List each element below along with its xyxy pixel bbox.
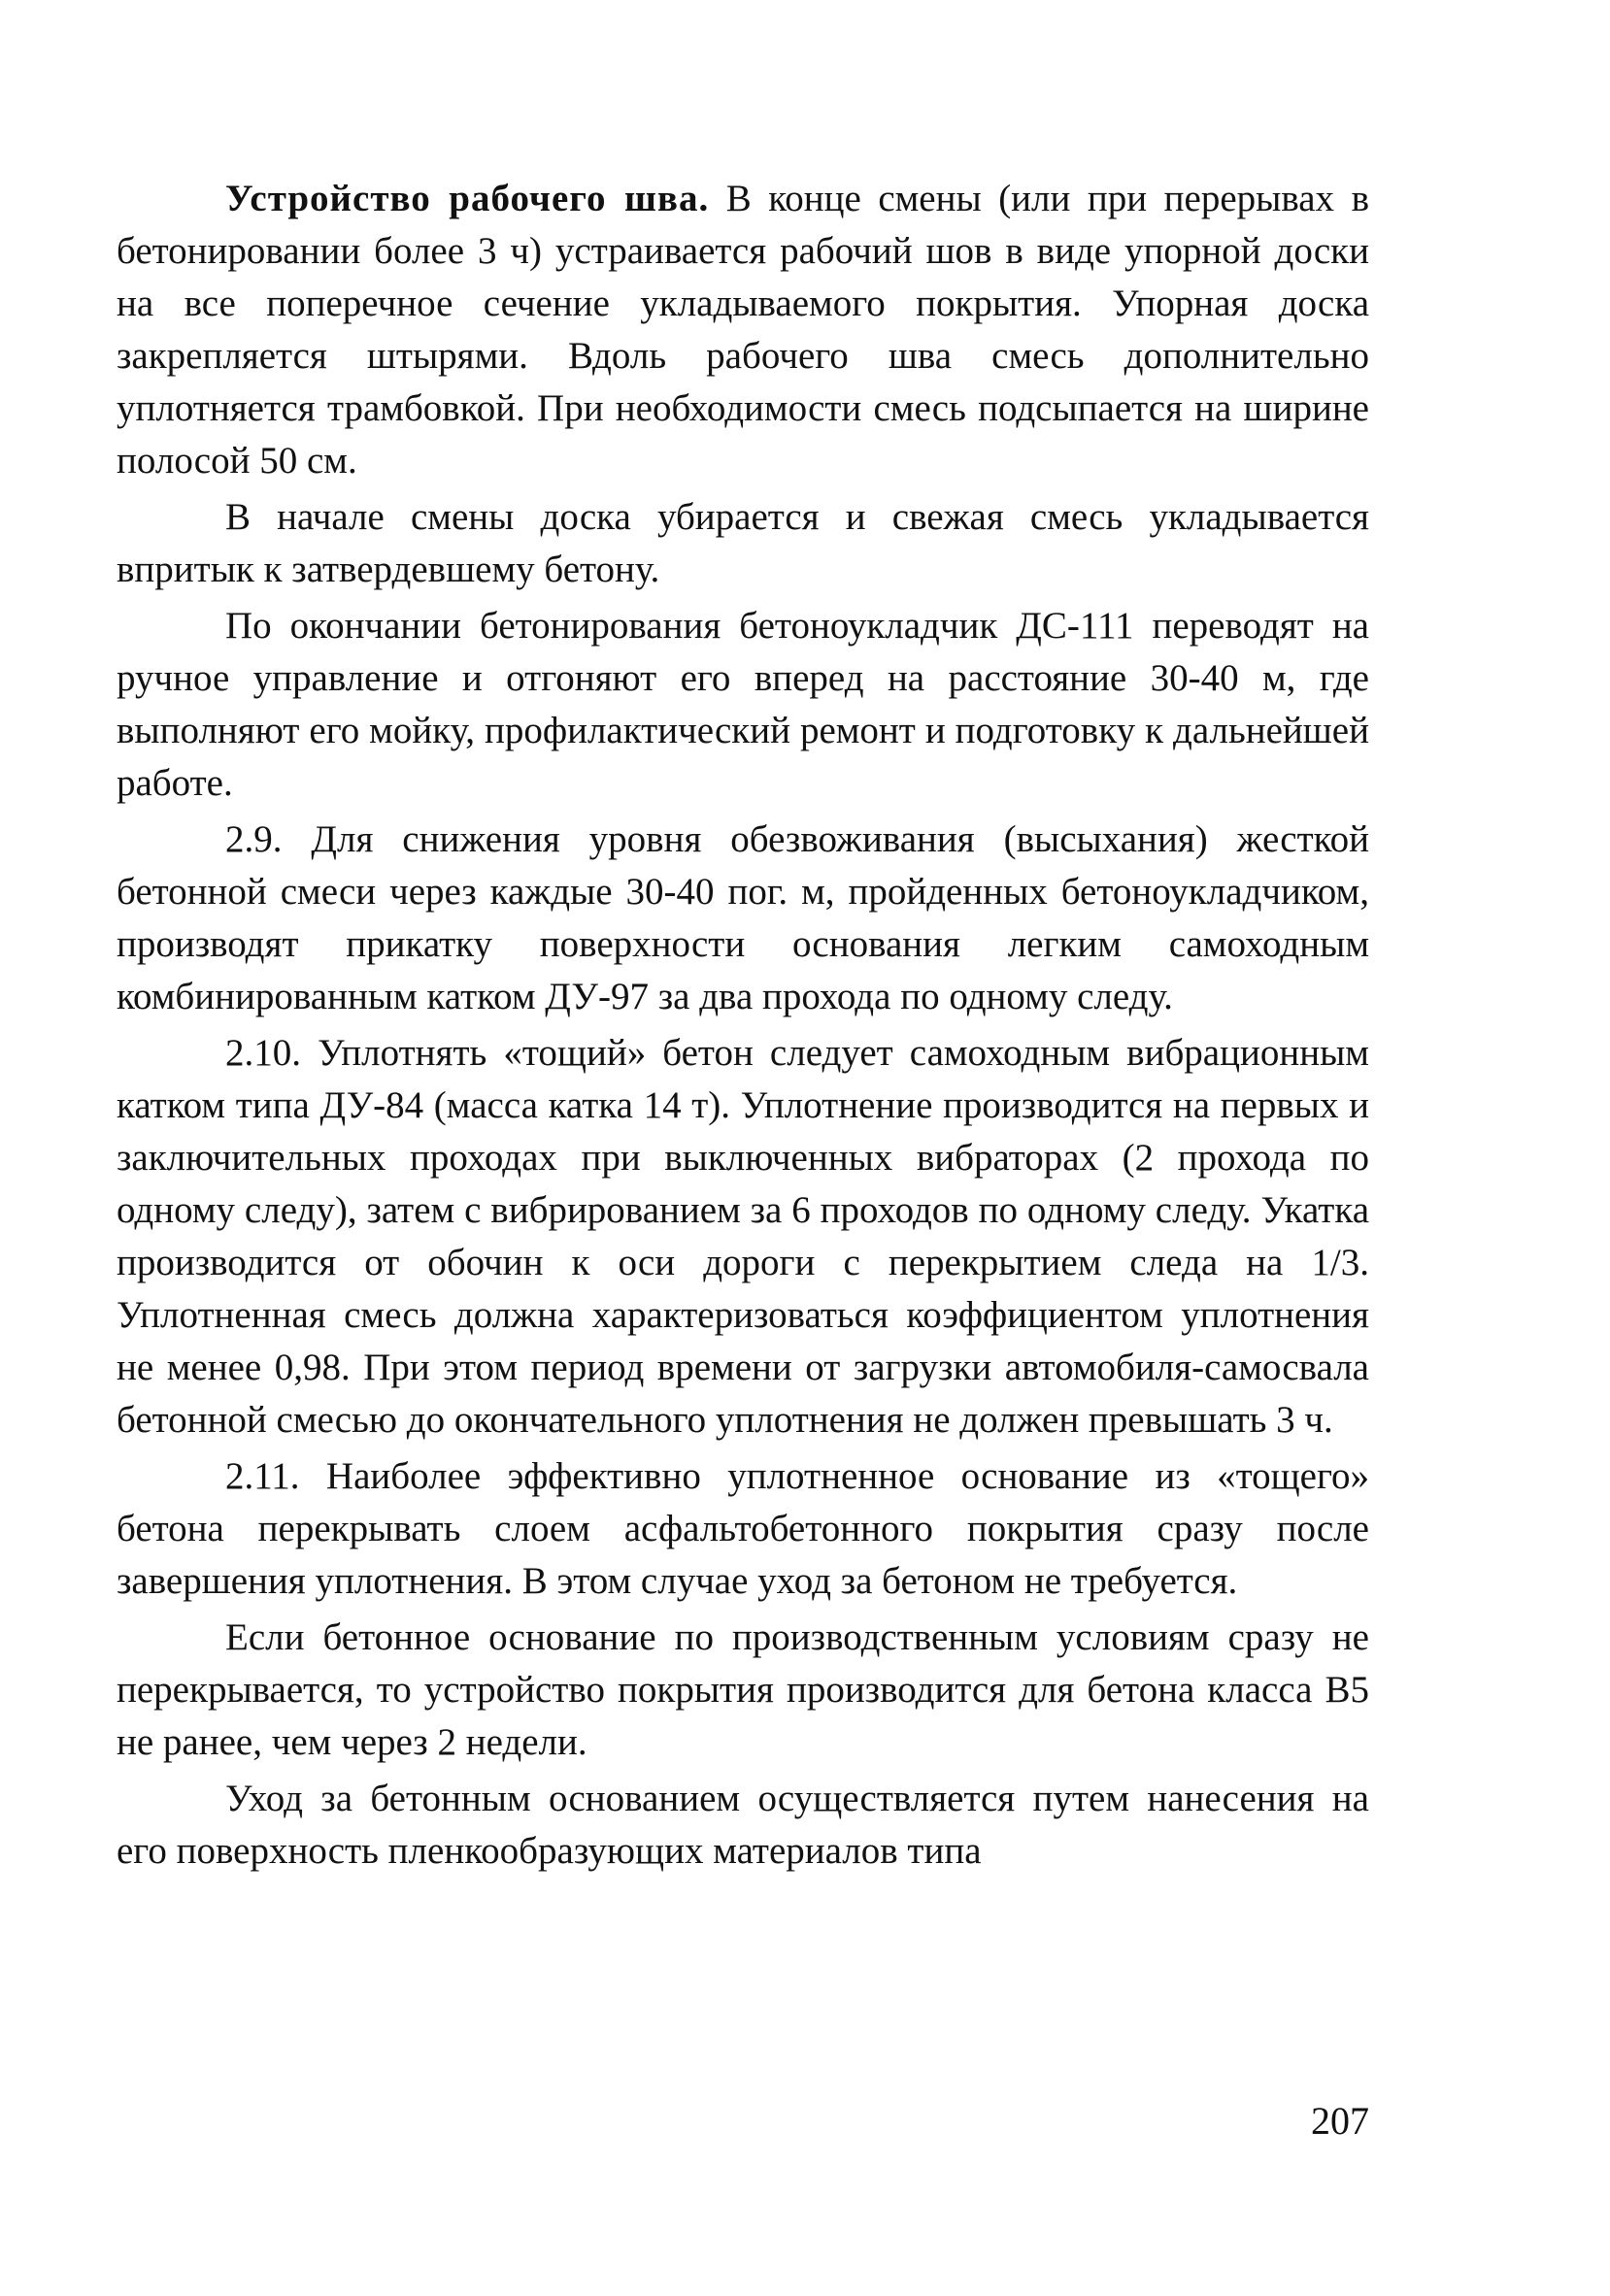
paragraph-paver-end: По окончании бетонирования бетоноукладчик ДС-111 переводят на ручное управление и отгоняют его вперед на расстояние 30-40 м, где выполняют его мойку, профилактический ремонт и подготовку к дальнейшей работе. bbox=[117, 605, 1369, 804]
paragraph-shift-start: В начале смены доска убирается и свежая смесь укладывается впритык к затвердевшему бетону. bbox=[117, 496, 1369, 590]
paragraph-working-joint bbox=[117, 173, 1369, 487]
paragraph-2-11: 2.11. Наиболее эффективно уплотненное основание из «тощего» бетона перекрывать слоем асфальтобетонного покрытия сразу после завершения уплотнения. В этом случае уход за бетоном не требуется. bbox=[117, 1455, 1369, 1602]
run-in-heading: Устройство рабочего шва. bbox=[225, 178, 710, 219]
page-number: 207 bbox=[1311, 2099, 1369, 2143]
body-text bbox=[117, 173, 1369, 1881]
paragraph-covering: Если бетонное основание по производственным условиям сразу не перекрывается, то устройство покрытия производится для бетона класса В5 не ранее, чем через 2 недели. bbox=[117, 1616, 1369, 1763]
paragraph-2-9: 2.9. Для снижения уровня обезвоживания (высыхания) жесткой бетонной смеси через каждые 30-40 пог. м, пройденных бетоноукладчиком, производят прикатку поверхности основания легким самоходным комбинированным катком ДУ-97 за два прохода по одному следу. bbox=[117, 818, 1369, 1017]
paragraph-text: В конце смены (или при перерывах в бетонировании более 3 ч) устраивается рабочий шов в виде упорной доски на все поперечное сечение укладываемого покрытия. Упорная доска закрепляется штырями. Вдоль рабочего шва смесь дополнительно уплотняется трамбовкой. При необходимости смесь подсыпается на ширине полосой 50 см. bbox=[117, 178, 1369, 482]
paragraph-curing: Уход за бетонным основанием осуществляется путем нанесения на его поверхность пленкообразующих материалов типа bbox=[117, 1778, 1369, 1872]
paragraph-2-10: 2.10. Уплотнять «тощий» бетон следует самоходным вибрационным катком типа ДУ-84 (масса катка 14 т). Уплотнение производится на первых и заключительных проходах при выключенных вибраторах (2 прохода по одному следу), затем с вибрированием за 6 проходов по одному следу. Укатка производится от обочин к оси дороги с перекрытием следа на 1/3. Уплотненная смесь должна характеризоваться коэффициентом уплотнения не менее 0,98. При этом период времени от загрузки автомобиля-самосвала бетонной смесью до окончательного уплотнения не должен превышать 3 ч. bbox=[117, 1032, 1369, 1441]
